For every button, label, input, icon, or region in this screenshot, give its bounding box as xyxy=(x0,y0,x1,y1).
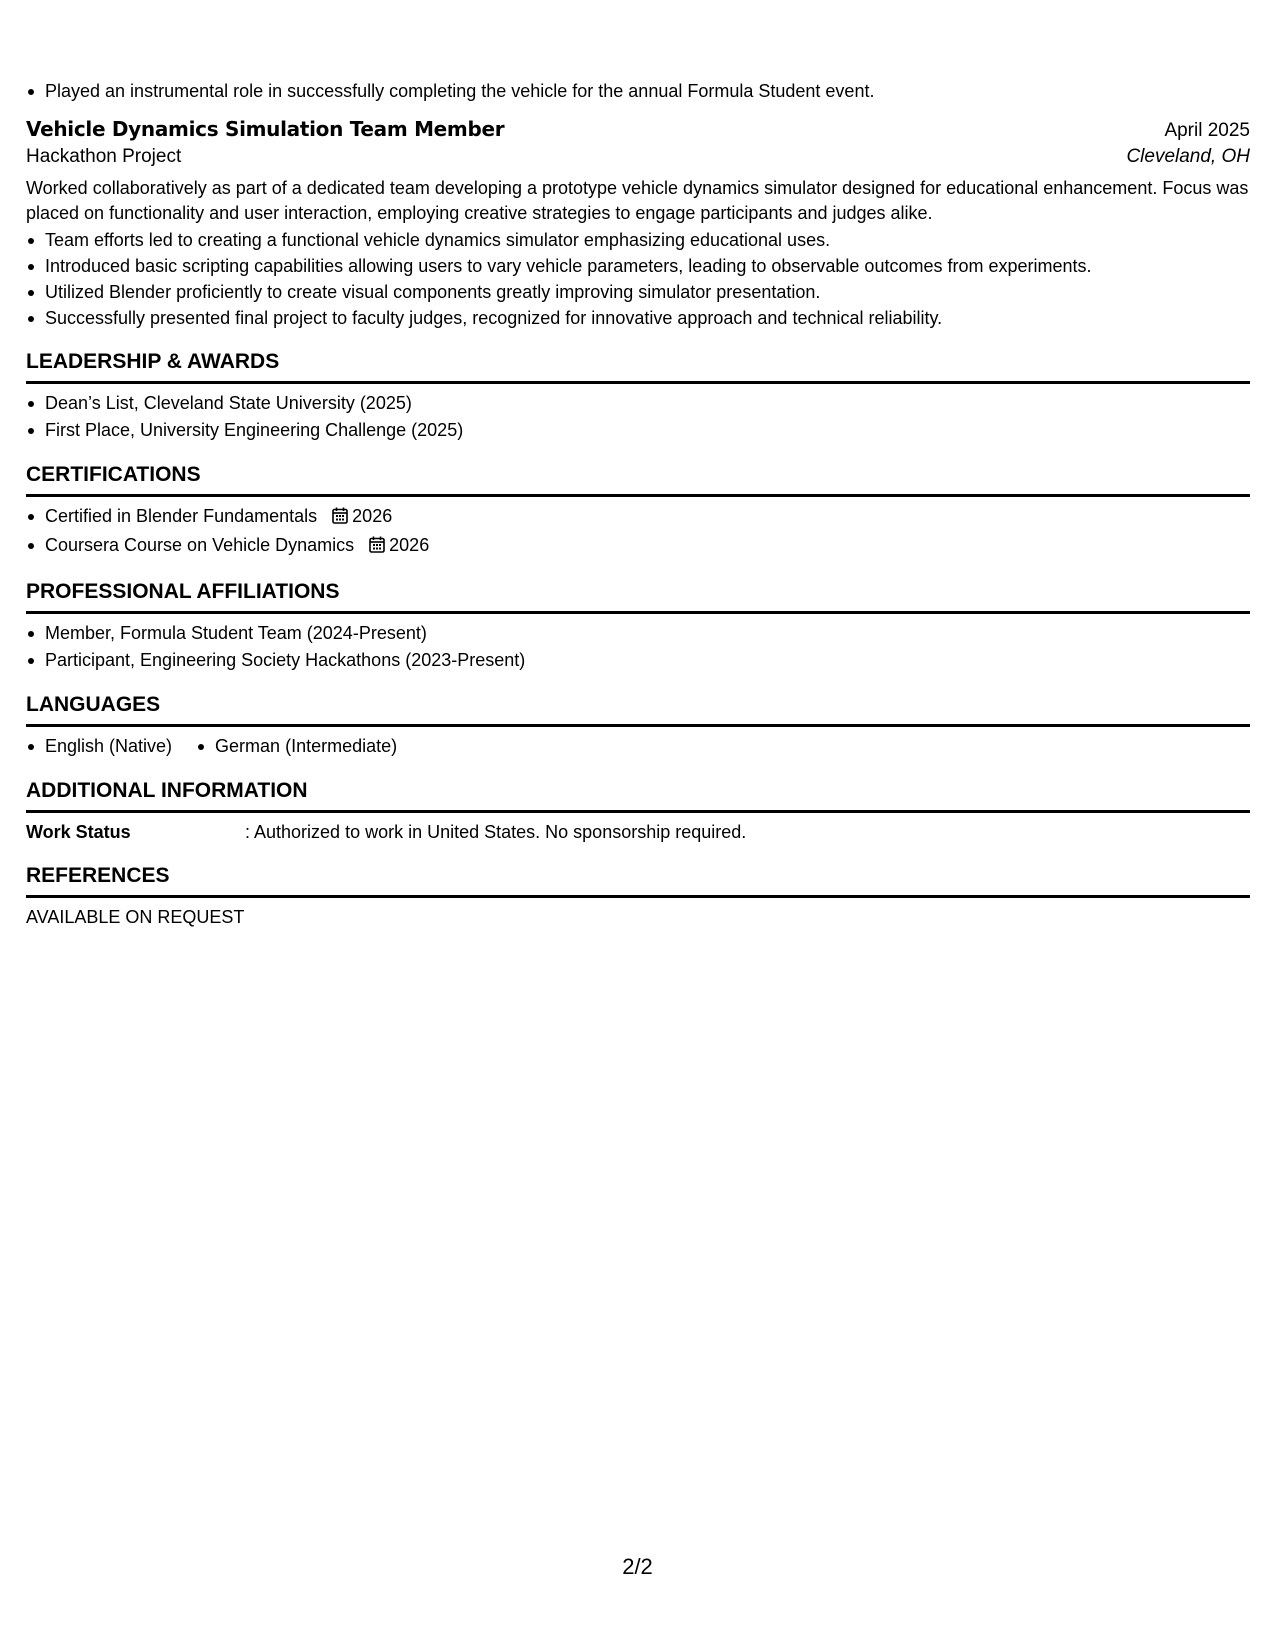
list-item: German (Intermediate) xyxy=(196,733,397,760)
bullet-item: Team efforts led to creating a functional vehicle dynamics simulator emphasizing educational uses. xyxy=(26,227,1250,253)
job-description: Worked collaboratively as part of a dedicated team developing a prototype vehicle dynamics simulator designed for educational enhancement. Focus was placed on functionality and user interaction, employing creative strategies to engage participants and judges alike. xyxy=(26,178,1249,223)
certification-year: 2026 xyxy=(352,506,393,526)
certification-year: 2026 xyxy=(389,535,430,555)
list-item: English (Native) xyxy=(26,733,172,760)
job-subheader-row xyxy=(26,146,1250,168)
job-entry xyxy=(26,117,1250,331)
list-item: Member, Formula Student Team (2024-Present) xyxy=(26,620,1250,647)
section-divider xyxy=(26,810,1250,813)
section-title: CERTIFICATIONS xyxy=(26,463,201,486)
section-title: REFERENCES xyxy=(26,864,170,887)
section-divider xyxy=(26,611,1250,614)
calendar-icon xyxy=(369,534,385,561)
affiliations-list xyxy=(26,620,1250,674)
bullet-item: Introduced basic scripting capabilities allowing users to vary vehicle parameters, leading to observable outcomes from experiments. xyxy=(26,253,1250,279)
job-date: April 2025 xyxy=(1164,120,1250,141)
section-divider xyxy=(26,895,1250,898)
job-bullets xyxy=(26,227,1250,331)
page-number: 2/2 xyxy=(622,1554,653,1579)
leadership-section xyxy=(26,349,1250,444)
job-header-row xyxy=(26,117,1250,142)
certifications-section xyxy=(26,462,1250,561)
section-title: PROFESSIONAL AFFILIATIONS xyxy=(26,580,340,603)
list-item: Participant, Engineering Society Hackathons (2023-Present) xyxy=(26,647,1250,674)
section-divider xyxy=(26,724,1250,727)
section-title: LANGUAGES xyxy=(26,693,161,716)
additional-info-section xyxy=(26,778,1250,845)
work-status-row xyxy=(26,819,1250,845)
section-title: ADDITIONAL INFORMATION xyxy=(26,779,308,802)
certifications-list xyxy=(26,503,1250,561)
certification-name: Certified in Blender Fundamentals xyxy=(45,506,318,526)
references-section xyxy=(26,863,1250,930)
job-location: Cleveland, OH xyxy=(1126,146,1250,167)
resume-page-content xyxy=(26,78,1250,930)
previous-job-bullets xyxy=(26,78,1250,105)
list-item: First Place, University Engineering Challenge (2025) xyxy=(26,417,1250,444)
bullet-item: Successfully presented final project to faculty judges, recognized for innovative approach and technical reliability. xyxy=(26,305,1250,331)
list-item: Dean’s List, Cleveland State University (2025) xyxy=(26,390,1250,417)
leadership-list xyxy=(26,390,1250,444)
bullet-item: Utilized Blender proficiently to create visual components greatly improving simulator presentation. xyxy=(26,279,1250,305)
references-text: AVAILABLE ON REQUEST xyxy=(26,907,245,927)
certification-name: Coursera Course on Vehicle Dynamics xyxy=(45,535,355,555)
list-item xyxy=(26,503,1250,532)
section-title: LEADERSHIP & AWARDS xyxy=(26,350,280,373)
job-organization: Hackathon Project xyxy=(26,146,182,167)
languages-list xyxy=(26,733,1250,760)
work-status-label: Work Status xyxy=(26,822,131,842)
affiliations-section xyxy=(26,579,1250,674)
section-divider xyxy=(26,381,1250,384)
list-item xyxy=(26,532,1250,561)
work-status-value: : Authorized to work in United States. No sponsorship required. xyxy=(245,822,747,842)
section-divider xyxy=(26,494,1250,497)
job-title: Vehicle Dynamics Simulation Team Member xyxy=(26,117,505,141)
bullet-item: Played an instrumental role in successfully completing the vehicle for the annual Formula Student event. xyxy=(26,78,1250,105)
languages-section xyxy=(26,692,1250,760)
calendar-icon xyxy=(332,505,348,532)
